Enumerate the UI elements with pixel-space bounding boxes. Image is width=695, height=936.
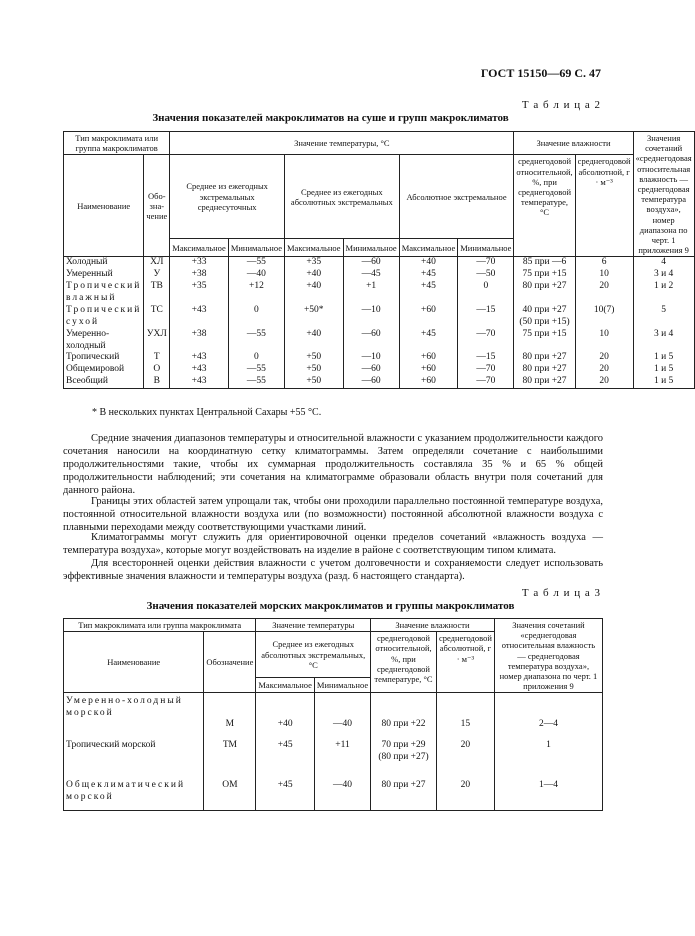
table-row xyxy=(64,329,695,353)
cell-abs: 20 xyxy=(575,352,633,364)
cell-value: +50* xyxy=(284,305,343,329)
cell-value: —70 xyxy=(458,376,514,388)
table-row xyxy=(64,376,695,388)
cell-value: —55 xyxy=(228,364,284,376)
header-humidity: Значение влажности xyxy=(514,132,633,155)
header-max: Максимальное xyxy=(399,239,458,257)
table-row xyxy=(64,737,603,777)
cell-name: Общемировой xyxy=(64,364,144,376)
cell-value: +35 xyxy=(170,281,229,305)
cell-comb: 1 и 5 xyxy=(633,364,694,376)
table-row xyxy=(64,257,695,269)
cell-value: —10 xyxy=(343,305,399,329)
cell-value: +43 xyxy=(170,364,229,376)
cell-value: +40 xyxy=(284,281,343,305)
header-abs-extreme: Абсолютное экстремальное xyxy=(399,155,514,239)
cell-value: —55 xyxy=(228,329,284,353)
table-row xyxy=(64,281,695,305)
table-row xyxy=(64,269,695,281)
cell-value: —60 xyxy=(343,329,399,353)
header-temperature: Значение температуры xyxy=(256,619,371,632)
cell-value: —15 xyxy=(458,305,514,329)
table2 xyxy=(63,131,695,389)
cell-abs: 6 xyxy=(575,257,633,269)
cell-value: —55 xyxy=(228,376,284,388)
cell-comb: 3 и 4 xyxy=(633,269,694,281)
cell-value: +35 xyxy=(284,257,343,269)
cell-name: Умеренно-холодный морской xyxy=(64,693,204,737)
cell-value: +50 xyxy=(284,364,343,376)
cell-value: +1 xyxy=(343,281,399,305)
table3-number: Т а б л и ц а 3 xyxy=(521,587,601,599)
cell-code: ТВ xyxy=(144,281,170,305)
cell-name: Всеобщий xyxy=(64,376,144,388)
cell-value: +40 xyxy=(256,693,315,737)
cell-abs: 20 xyxy=(436,777,494,811)
cell-value: +40 xyxy=(284,269,343,281)
cell-rh xyxy=(514,305,575,329)
table2-number: Т а б л и ц а 2 xyxy=(521,99,601,111)
cell-value: —60 xyxy=(343,364,399,376)
table3 xyxy=(63,618,603,811)
table-row xyxy=(64,364,695,376)
cell-name: Умеренный xyxy=(64,269,144,281)
header-humidity: Значение влажности xyxy=(371,619,495,632)
cell-code: Т xyxy=(144,352,170,364)
cell-rh xyxy=(371,737,437,777)
cell-rh-line2: (80 при +27) xyxy=(378,751,429,762)
cell-abs: 15 xyxy=(436,693,494,737)
cell-value: +45 xyxy=(399,269,458,281)
cell-value: —10 xyxy=(343,352,399,364)
cell-value: 0 xyxy=(228,305,284,329)
header-avg-abs-extremes: Среднее из ежегодных абсолютных экстремальных xyxy=(284,155,399,239)
cell-rh: 80 при +27 xyxy=(514,364,575,376)
cell-comb: 2—4 xyxy=(494,693,602,737)
header-designation: Обозначение xyxy=(204,632,256,693)
header-min: Минимальное xyxy=(228,239,284,257)
header-designation: Обо-зна-чение xyxy=(144,155,170,257)
paragraph-3: Климатограммы могут служить для ориентировочной оценки пределов сочетаний «влажность воздуха — температура воздуха», которые могут воздействовать на изделие в районе с соответствующим типом климата. xyxy=(63,532,603,556)
cell-name: Тропический морской xyxy=(64,737,204,777)
cell-rh: 80 при +22 xyxy=(371,693,437,737)
header-avg-abs-extremes: Среднее из ежегодных абсолютных экстремальных, °C xyxy=(256,632,371,678)
table3-title: Значения показателей морских макроклиматов и группы макроклиматов xyxy=(146,600,515,612)
paragraph-4: Для всесторонней оценки действия влажности с учетом долговечности и сохраняемости следует использовать эффективные значения влажности и температуры воздуха (разд. 6 настоящего стандарта). xyxy=(63,558,603,582)
cell-value: +60 xyxy=(399,376,458,388)
cell-comb: 1—4 xyxy=(494,777,602,811)
cell-value: —40 xyxy=(228,269,284,281)
cell-code: ОМ xyxy=(204,777,256,811)
table-row xyxy=(64,777,603,811)
cell-name: Тропический сухой xyxy=(64,305,144,329)
cell-abs: 10(7) xyxy=(575,305,633,329)
cell-value: 0 xyxy=(228,352,284,364)
cell-comb: 5 xyxy=(633,305,694,329)
header-max: Максимальное xyxy=(284,239,343,257)
cell-comb: 4 xyxy=(633,257,694,269)
header-max: Максимальное xyxy=(170,239,229,257)
cell-value: —70 xyxy=(458,364,514,376)
cell-rh: 75 при +15 xyxy=(514,329,575,353)
cell-value: +43 xyxy=(170,305,229,329)
header-type-group: Тип макроклимата или группа макроклимата xyxy=(64,619,256,632)
table2-footnote: * В нескольких пунктах Центральной Сахары +55 °C. xyxy=(92,407,322,418)
header-avg-annual-abs: среднегодовой абсолютной, г · м⁻³ xyxy=(575,155,633,257)
cell-abs: 10 xyxy=(575,329,633,353)
cell-value: —15 xyxy=(458,352,514,364)
header-avg-annual-extremes: Среднее из ежегодных экстремальных среднесуточных xyxy=(170,155,285,239)
cell-rh: 80 при +27 xyxy=(514,352,575,364)
header-avg-annual-rh: среднегодовой относительной, %, при среднегодовой температуре, °C xyxy=(371,632,437,693)
cell-value: +40 xyxy=(284,329,343,353)
cell-rh-line1: 40 при +27 xyxy=(522,304,567,315)
cell-value: —70 xyxy=(458,329,514,353)
cell-code: УХЛ xyxy=(144,329,170,353)
header-combinations: Значения сочетаний «среднегодовая относительная влажность — среднегодовая температура воздуха», номер диапазона по черт. 1 приложения 9 xyxy=(633,132,694,257)
cell-value: +12 xyxy=(228,281,284,305)
cell-comb: 1 и 5 xyxy=(633,376,694,388)
cell-name: Холодный xyxy=(64,257,144,269)
table-row xyxy=(64,352,695,364)
cell-code: У xyxy=(144,269,170,281)
cell-value: —60 xyxy=(343,257,399,269)
cell-value: +11 xyxy=(314,737,370,777)
cell-value: +45 xyxy=(399,329,458,353)
cell-value: —45 xyxy=(343,269,399,281)
cell-value: +60 xyxy=(399,364,458,376)
cell-value: —60 xyxy=(343,376,399,388)
cell-code: М xyxy=(204,693,256,737)
cell-comb: 3 и 4 xyxy=(633,329,694,353)
cell-rh: 80 при +27 xyxy=(514,281,575,305)
cell-value: +50 xyxy=(284,352,343,364)
header-name: Наименование xyxy=(64,632,204,693)
cell-value: —40 xyxy=(314,693,370,737)
header-type-group: Тип макроклимата или группа макроклиматов xyxy=(64,132,170,155)
cell-name: Общеклиматический морской xyxy=(64,777,204,811)
cell-value: +38 xyxy=(170,269,229,281)
cell-code: В xyxy=(144,376,170,388)
page-header: ГОСТ 15150—69 С. 47 xyxy=(480,66,601,80)
cell-code: О xyxy=(144,364,170,376)
cell-value: 0 xyxy=(458,281,514,305)
cell-comb: 1 xyxy=(494,737,602,777)
cell-abs: 20 xyxy=(575,281,633,305)
cell-rh: 75 при +15 xyxy=(514,269,575,281)
cell-rh-line2: (50 при +15) xyxy=(519,316,570,327)
cell-comb: 1 и 2 xyxy=(633,281,694,305)
cell-rh: 80 при +27 xyxy=(371,777,437,811)
cell-abs: 20 xyxy=(575,376,633,388)
cell-value: +33 xyxy=(170,257,229,269)
cell-abs: 10 xyxy=(575,269,633,281)
header-min: Минимальное xyxy=(458,239,514,257)
cell-name: Умеренно-холодный xyxy=(64,329,144,353)
header-name: Наименование xyxy=(64,155,144,257)
cell-value: +40 xyxy=(399,257,458,269)
cell-abs: 20 xyxy=(436,737,494,777)
cell-value: +45 xyxy=(256,737,315,777)
header-avg-annual-rh: среднегодовой относительной, %, при среднегодовой температуре, °C xyxy=(514,155,575,257)
cell-comb: 1 и 5 xyxy=(633,352,694,364)
header-max: Максимальное xyxy=(256,678,315,693)
header-avg-annual-abs: среднегодовой абсолютной, г · м⁻³ xyxy=(436,632,494,693)
table2-title: Значения показателей макроклиматов на суше и групп макроклиматов xyxy=(152,112,509,124)
cell-value: +38 xyxy=(170,329,229,353)
cell-value: +45 xyxy=(256,777,315,811)
cell-code: ТС xyxy=(144,305,170,329)
table-row xyxy=(64,305,695,329)
cell-value: —40 xyxy=(314,777,370,811)
cell-value: +60 xyxy=(399,305,458,329)
cell-code: ТМ xyxy=(204,737,256,777)
cell-value: +43 xyxy=(170,352,229,364)
cell-value: +43 xyxy=(170,376,229,388)
cell-code: ХЛ xyxy=(144,257,170,269)
cell-rh-line1: 70 при +29 xyxy=(381,739,426,750)
header-combinations: Значения сочетаний «среднегодовая относительная влажность — среднегодовая температура воздуха», номер диапазона по черт. 1 приложения 9 xyxy=(494,619,602,693)
header-min: Минимальное xyxy=(343,239,399,257)
cell-rh: 80 при +27 xyxy=(514,376,575,388)
cell-value: +45 xyxy=(399,281,458,305)
cell-name: Тропический xyxy=(64,352,144,364)
paragraph-1: Средние значения диапазонов температуры и относительной влажности с указанием продолжительности каждого сочетания наносили на координатную сетку климатограммы. Затем определяли сочетание с наибольшими продолжительностями такие, чтобы их суммарная продолжительность составляла 35 % и 65 % общей продолжительности наблюдений; эти сочетания на климатограмме образовали область внутри поля сочетаний для данного района. xyxy=(63,433,603,496)
header-min: Минимальное xyxy=(314,678,370,693)
cell-value: +50 xyxy=(284,376,343,388)
cell-value: —55 xyxy=(228,257,284,269)
cell-value: +60 xyxy=(399,352,458,364)
cell-abs: 20 xyxy=(575,364,633,376)
table-row xyxy=(64,693,603,737)
cell-name: Тропический влажный xyxy=(64,281,144,305)
cell-rh: 85 при —6 xyxy=(514,257,575,269)
header-temperature: Значение температуры, °C xyxy=(170,132,514,155)
paragraph-2: Границы этих областей затем упрощали так, чтобы они проходили параллельно постоянной температуре воздуха, постоянной относительной влажности воздуха или (по возможности) постоянной абсолютной влажности воздуха с плавными переходами между соответствующими участками линий. xyxy=(63,496,603,533)
cell-value: —70 xyxy=(458,257,514,269)
cell-value: —50 xyxy=(458,269,514,281)
